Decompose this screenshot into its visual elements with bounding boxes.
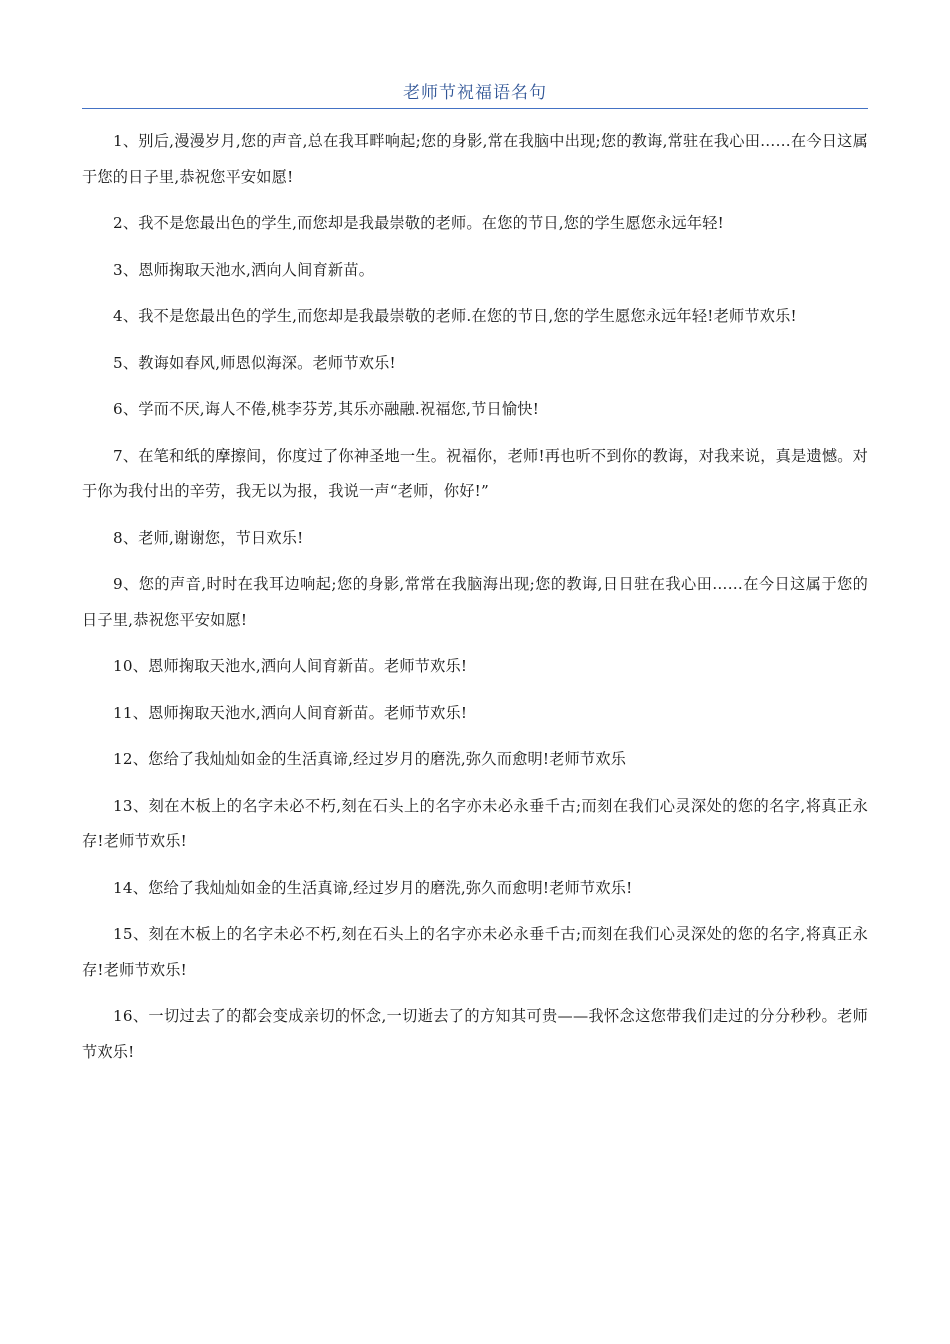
paragraph-1: 1、别后,漫漫岁月,您的声音,总在我耳畔响起;您的身影,常在我脑中出现;您的教诲,常驻在我心田……在今日这属于您的日子里,恭祝您平安如愿!: [82, 132, 868, 186]
paragraph-4: 4、我不是您最出色的学生,而您却是我最崇敬的老师.在您的节日,您的学生愿您永远年轻!老师节欢乐!: [113, 307, 797, 325]
paragraph-8: 8、老师,谢谢您，节日欢乐!: [113, 528, 304, 547]
document-body: [82, 124, 868, 1070]
paragraph-2: 2、我不是您最出色的学生,而您却是我最崇敬的老师。在您的节日,您的学生愿您永远年轻!: [113, 214, 724, 232]
paragraph-12: 12、您给了我灿灿如金的生活真谛,经过岁月的磨洗,弥久而愈明!老师节欢乐: [113, 750, 627, 768]
document-page: [82, 78, 868, 1081]
paragraph-15: 15、刻在木板上的名字未必不朽,刻在石头上的名字亦未必永垂千古;而刻在我们心灵深处的您的名字,将真正永存!老师节欢乐!: [82, 925, 868, 979]
paragraph-13: 13、刻在木板上的名字未必不朽,刻在石头上的名字亦未必永垂千古;而刻在我们心灵深处的您的名字,将真正永存!老师节欢乐!: [82, 796, 868, 850]
paragraph-10: 10、恩师掬取天池水,洒向人间育新苗。老师节欢乐!: [113, 657, 468, 675]
paragraph-14: 14、您给了我灿灿如金的生活真谛,经过岁月的磨洗,弥久而愈明!老师节欢乐!: [113, 878, 633, 897]
paragraph-7: 7、在笔和纸的摩擦间，你度过了你神圣地一生。祝福你，老师!再也听不到你的教诲，对我来说，真是遗憾。对于你为我付出的辛劳，我无以为报，我说一声“老师，你好!”: [82, 446, 868, 500]
paragraph-9: 9、您的声音,时时在我耳边响起;您的身影,常常在我脑海出现;您的教诲,日日驻在我心田……在今日这属于您的日子里,恭祝您平安如愿!: [82, 575, 868, 629]
paragraph-3: 3、恩师掬取天池水,洒向人间育新苗。: [113, 260, 375, 279]
paragraph-11: 11、恩师掬取天池水,洒向人间育新苗。老师节欢乐!: [113, 703, 468, 722]
paragraph-5: 5、教诲如春风,师恩似海深。老师节欢乐!: [113, 353, 396, 372]
document-title: 老师节祝福语名句: [403, 83, 547, 103]
paragraph-16: 16、一切过去了的都会变成亲切的怀念,一切逝去了的方知其可贵——我怀念这您带我们走过的分分秒秒。老师节欢乐!: [82, 1007, 868, 1061]
paragraph-6: 6、学而不厌,诲人不倦,桃李芬芳,其乐亦融融.祝福您,节日愉快!: [113, 400, 539, 418]
title-underline-divider: [82, 108, 868, 109]
